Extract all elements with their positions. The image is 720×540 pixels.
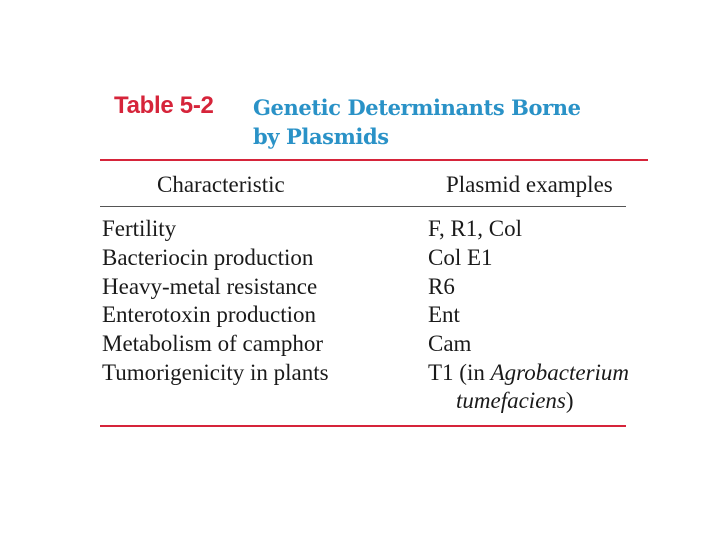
plasmid-cell: Cam — [428, 331, 472, 357]
characteristic-cell: Heavy-metal resistance — [102, 273, 318, 299]
plasmid-cell: R6 — [428, 273, 455, 299]
table-number: Table 5-2 — [114, 92, 214, 119]
characteristic-cell: Metabolism of camphor — [102, 331, 324, 357]
plasmid-continuation-italic: tumefaciens — [456, 388, 566, 413]
bottom-rule — [100, 425, 626, 427]
characteristic-cell: Bacteriocin production — [102, 244, 314, 270]
header-rule — [100, 206, 626, 207]
column-header-characteristic: Characteristic — [157, 172, 285, 197]
plasmid-prefix: T1 (in — [428, 359, 491, 385]
plasmid-cell: Col E1 — [428, 244, 493, 270]
table-title-line-1: Genetic Determinants Borne — [253, 95, 581, 120]
plasmid-cell: F, R1, Col — [428, 216, 523, 241]
table-row — [0, 301, 720, 330]
top-rule — [100, 159, 648, 161]
plasmid-cell-continuation — [456, 387, 574, 416]
characteristic-cell: Tumorigenicity in plants — [102, 359, 329, 385]
table-row — [0, 330, 720, 359]
characteristic-cell: Fertility — [102, 216, 177, 241]
characteristic-cell: Enterotoxin production — [102, 302, 316, 328]
table-row — [0, 244, 720, 273]
plasmid-cell: Ent — [428, 302, 460, 328]
table-title — [253, 93, 613, 151]
table-title-line-2: by Plasmids — [253, 124, 389, 149]
table-row — [0, 359, 720, 388]
plasmid-cell — [428, 359, 629, 388]
plasmid-italic: Agrobacterium — [490, 359, 630, 385]
plasmid-continuation-suffix: ) — [565, 388, 574, 413]
column-header-plasmid-examples: Plasmid examples — [446, 172, 613, 197]
table-row — [0, 215, 720, 244]
table-body — [0, 215, 720, 388]
table-row — [0, 273, 720, 302]
